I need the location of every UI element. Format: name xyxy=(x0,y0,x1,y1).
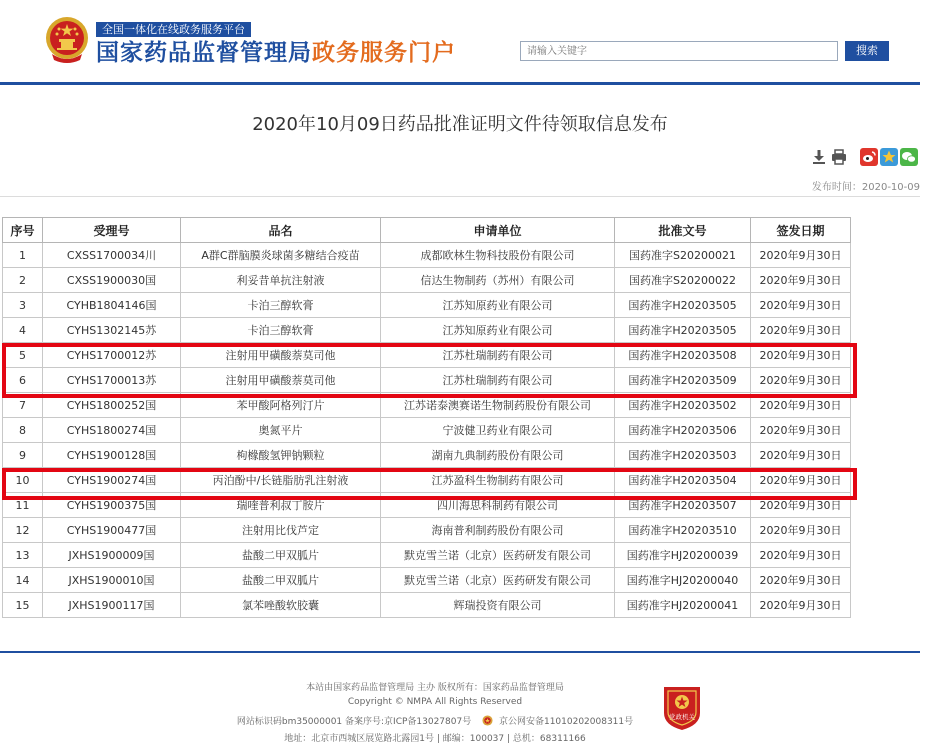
qzone-icon[interactable] xyxy=(880,148,898,166)
cell-seq: 11 xyxy=(3,493,43,518)
cell-issue-date: 2020年9月30日 xyxy=(751,393,851,418)
table-header-row xyxy=(3,218,851,243)
cell-issue-date: 2020年9月30日 xyxy=(751,368,851,393)
police-badge-icon xyxy=(482,715,493,726)
national-emblem-icon xyxy=(44,14,90,66)
table-row xyxy=(3,343,851,368)
cell-seq: 6 xyxy=(3,368,43,393)
wechat-icon[interactable] xyxy=(900,148,918,166)
table-row xyxy=(3,568,851,593)
print-icon[interactable] xyxy=(830,148,848,166)
footer-address: 地址：北京市西城区展览路北露园1号 | 邮编：100037 | 总机：68311166 xyxy=(284,734,586,744)
cell-issue-date: 2020年9月30日 xyxy=(751,468,851,493)
page-title: 2020年10月09日药品批准证明文件待领取信息发布 xyxy=(252,114,668,135)
cell-product-name: 苯甲酸阿格列汀片 xyxy=(181,393,381,418)
cell-issue-date: 2020年9月30日 xyxy=(751,293,851,318)
cell-applicant: 湖南九典制药股份有限公司 xyxy=(381,443,615,468)
header-approval-no: 批准文号 xyxy=(615,218,751,243)
cell-approval-no: 国药准字H20203507 xyxy=(615,493,751,518)
cell-applicant: 江苏知原药业有限公司 xyxy=(381,318,615,343)
header-product-name: 品名 xyxy=(181,218,381,243)
cell-approval-no: 国药准字S20200021 xyxy=(615,243,751,268)
cell-seq: 5 xyxy=(3,343,43,368)
cell-approval-no: 国药准字HJ20200041 xyxy=(615,593,751,618)
cell-approval-no: 国药准字H20203505 xyxy=(615,293,751,318)
gov-badge-label: 党政机关 xyxy=(669,713,695,721)
footer-registration xyxy=(0,714,870,727)
cell-approval-no: 国药准字H20203508 xyxy=(615,343,751,368)
cell-acceptance-no: CYHS1900128国 xyxy=(43,443,181,468)
cell-applicant: 江苏杜瑞制药有限公司 xyxy=(381,343,615,368)
cell-product-name: 枸橼酸氢钾钠颗粒 xyxy=(181,443,381,468)
table-row xyxy=(3,543,851,568)
cell-approval-no: 国药准字S20200022 xyxy=(615,268,751,293)
cell-applicant: 海南普利制药股份有限公司 xyxy=(381,518,615,543)
table-row xyxy=(3,418,851,443)
cell-applicant: 成都欧林生物科技股份有限公司 xyxy=(381,243,615,268)
cell-acceptance-no: CYHS1800252国 xyxy=(43,393,181,418)
cell-acceptance-no: CYHS1700013苏 xyxy=(43,368,181,393)
header-issue-date: 签发日期 xyxy=(751,218,851,243)
government-site-badge-icon[interactable] xyxy=(660,683,704,731)
cell-approval-no: 国药准字HJ20200039 xyxy=(615,543,751,568)
cell-acceptance-no: CYHB1804146国 xyxy=(43,293,181,318)
cell-applicant: 江苏盈科生物制药有限公司 xyxy=(381,468,615,493)
cell-approval-no: 国药准字H20203502 xyxy=(615,393,751,418)
cell-approval-no: 国药准字H20203504 xyxy=(615,468,751,493)
cell-issue-date: 2020年9月30日 xyxy=(751,568,851,593)
cell-issue-date: 2020年9月30日 xyxy=(751,543,851,568)
cell-approval-no: 国药准字HJ20200040 xyxy=(615,568,751,593)
footer-copyright: Copyright © NMPA All Rights Reserved xyxy=(347,697,523,707)
article-tools xyxy=(808,148,924,168)
cell-product-name: 注射用比伐芦定 xyxy=(181,518,381,543)
cell-seq: 9 xyxy=(3,443,43,468)
cell-product-name: 注射用甲磺酸萘莫司他 xyxy=(181,368,381,393)
table-row xyxy=(3,393,851,418)
cell-approval-no: 国药准字H20203509 xyxy=(615,368,751,393)
site-name-agency: 国家药品监督管理局 xyxy=(96,40,312,66)
cell-applicant: 默克雪兰诺（北京）医药研发有限公司 xyxy=(381,543,615,568)
table-row xyxy=(3,318,851,343)
cell-acceptance-no: CXSS1900030国 xyxy=(43,268,181,293)
cell-issue-date: 2020年9月30日 xyxy=(751,493,851,518)
publish-time: 发布时间：2020-10-09 xyxy=(811,182,920,193)
table-row xyxy=(3,493,851,518)
table-body xyxy=(3,243,851,618)
header-seq: 序号 xyxy=(3,218,43,243)
approval-table xyxy=(2,217,851,618)
table-row xyxy=(3,368,851,393)
cell-product-name: 注射用甲磺酸萘莫司他 xyxy=(181,343,381,368)
table-row xyxy=(3,468,851,493)
table-row xyxy=(3,268,851,293)
cell-issue-date: 2020年9月30日 xyxy=(751,443,851,468)
cell-acceptance-no: JXHS1900009国 xyxy=(43,543,181,568)
site-name-portal: 政务服务门户 xyxy=(312,40,456,66)
cell-seq: 15 xyxy=(3,593,43,618)
table-row xyxy=(3,293,851,318)
site-name[interactable] xyxy=(96,39,456,67)
cell-issue-date: 2020年9月30日 xyxy=(751,243,851,268)
cell-product-name: 卡泊三醇软膏 xyxy=(181,318,381,343)
table-row xyxy=(3,518,851,543)
cell-applicant: 四川海思科制药有限公司 xyxy=(381,493,615,518)
download-icon[interactable] xyxy=(810,148,828,166)
cell-approval-no: 国药准字H20203503 xyxy=(615,443,751,468)
cell-product-name: 奥氮平片 xyxy=(181,418,381,443)
cell-acceptance-no: CYHS1700012苏 xyxy=(43,343,181,368)
cell-applicant: 默克雪兰诺（北京）医药研发有限公司 xyxy=(381,568,615,593)
cell-acceptance-no: JXHS1900117国 xyxy=(43,593,181,618)
table-row xyxy=(3,593,851,618)
cell-seq: 3 xyxy=(3,293,43,318)
cell-acceptance-no: JXHS1900010国 xyxy=(43,568,181,593)
cell-seq: 2 xyxy=(3,268,43,293)
cell-acceptance-no: CXSS1700034川 xyxy=(43,243,181,268)
header-applicant: 申请单位 xyxy=(381,218,615,243)
search-button[interactable]: 搜索 xyxy=(845,41,889,61)
cell-product-name: 卡泊三醇软膏 xyxy=(181,293,381,318)
cell-acceptance-no: CYHS1800274国 xyxy=(43,418,181,443)
table-row xyxy=(3,243,851,268)
cell-seq: 1 xyxy=(3,243,43,268)
cell-applicant: 江苏杜瑞制药有限公司 xyxy=(381,368,615,393)
cell-product-name: 瑞喹普利叔丁胺片 xyxy=(181,493,381,518)
cell-acceptance-no: CYHS1900477国 xyxy=(43,518,181,543)
cell-acceptance-no: CYHS1900375国 xyxy=(43,493,181,518)
cell-issue-date: 2020年9月30日 xyxy=(751,318,851,343)
weibo-icon[interactable] xyxy=(860,148,878,166)
cell-seq: 12 xyxy=(3,518,43,543)
cell-seq: 10 xyxy=(3,468,43,493)
footer-icp[interactable]: 网站标识码bm35000001 备案序号:京ICP备13027807号 xyxy=(236,717,472,727)
cell-approval-no: 国药准字H20203510 xyxy=(615,518,751,543)
cell-approval-no: 国药准字H20203505 xyxy=(615,318,751,343)
footer-divider xyxy=(0,651,920,653)
cell-issue-date: 2020年9月30日 xyxy=(751,593,851,618)
footer-sponsor: 本站由国家药品监督管理局 主办 版权所有：国家药品监督管理局 xyxy=(306,683,564,693)
cell-issue-date: 2020年9月30日 xyxy=(751,518,851,543)
cell-acceptance-no: CYHS1302145苏 xyxy=(43,318,181,343)
cell-acceptance-no: CYHS1900274国 xyxy=(43,468,181,493)
cell-seq: 13 xyxy=(3,543,43,568)
cell-applicant: 江苏诺泰澳赛诺生物制药股份有限公司 xyxy=(381,393,615,418)
cell-seq: 4 xyxy=(3,318,43,343)
header-acceptance-no: 受理号 xyxy=(43,218,181,243)
cell-applicant: 江苏知原药业有限公司 xyxy=(381,293,615,318)
footer-police-record[interactable]: 京公网安备11010202008311号 xyxy=(498,717,634,727)
cell-applicant: 宁波健卫药业有限公司 xyxy=(381,418,615,443)
cell-seq: 7 xyxy=(3,393,43,418)
cell-issue-date: 2020年9月30日 xyxy=(751,343,851,368)
cell-seq: 14 xyxy=(3,568,43,593)
cell-applicant: 辉瑞投资有限公司 xyxy=(381,593,615,618)
cell-issue-date: 2020年9月30日 xyxy=(751,268,851,293)
title-divider xyxy=(0,196,920,197)
platform-tag: 全国一体化在线政务服务平台 xyxy=(96,22,251,37)
cell-applicant: 信达生物制药（苏州）有限公司 xyxy=(381,268,615,293)
cell-product-name: 丙泊酚中/长链脂肪乳注射液 xyxy=(181,468,381,493)
cell-product-name: 盐酸二甲双胍片 xyxy=(181,568,381,593)
table-row xyxy=(3,443,851,468)
cell-seq: 8 xyxy=(3,418,43,443)
search-input[interactable] xyxy=(520,41,838,61)
header-divider xyxy=(0,82,920,85)
cell-product-name: A群C群脑膜炎球菌多糖结合疫苗 xyxy=(181,243,381,268)
cell-product-name: 利妥昔单抗注射液 xyxy=(181,268,381,293)
cell-issue-date: 2020年9月30日 xyxy=(751,418,851,443)
site-header xyxy=(0,0,948,84)
cell-product-name: 氯苯唑酸软胶囊 xyxy=(181,593,381,618)
cell-approval-no: 国药准字H20203506 xyxy=(615,418,751,443)
cell-product-name: 盐酸二甲双胍片 xyxy=(181,543,381,568)
